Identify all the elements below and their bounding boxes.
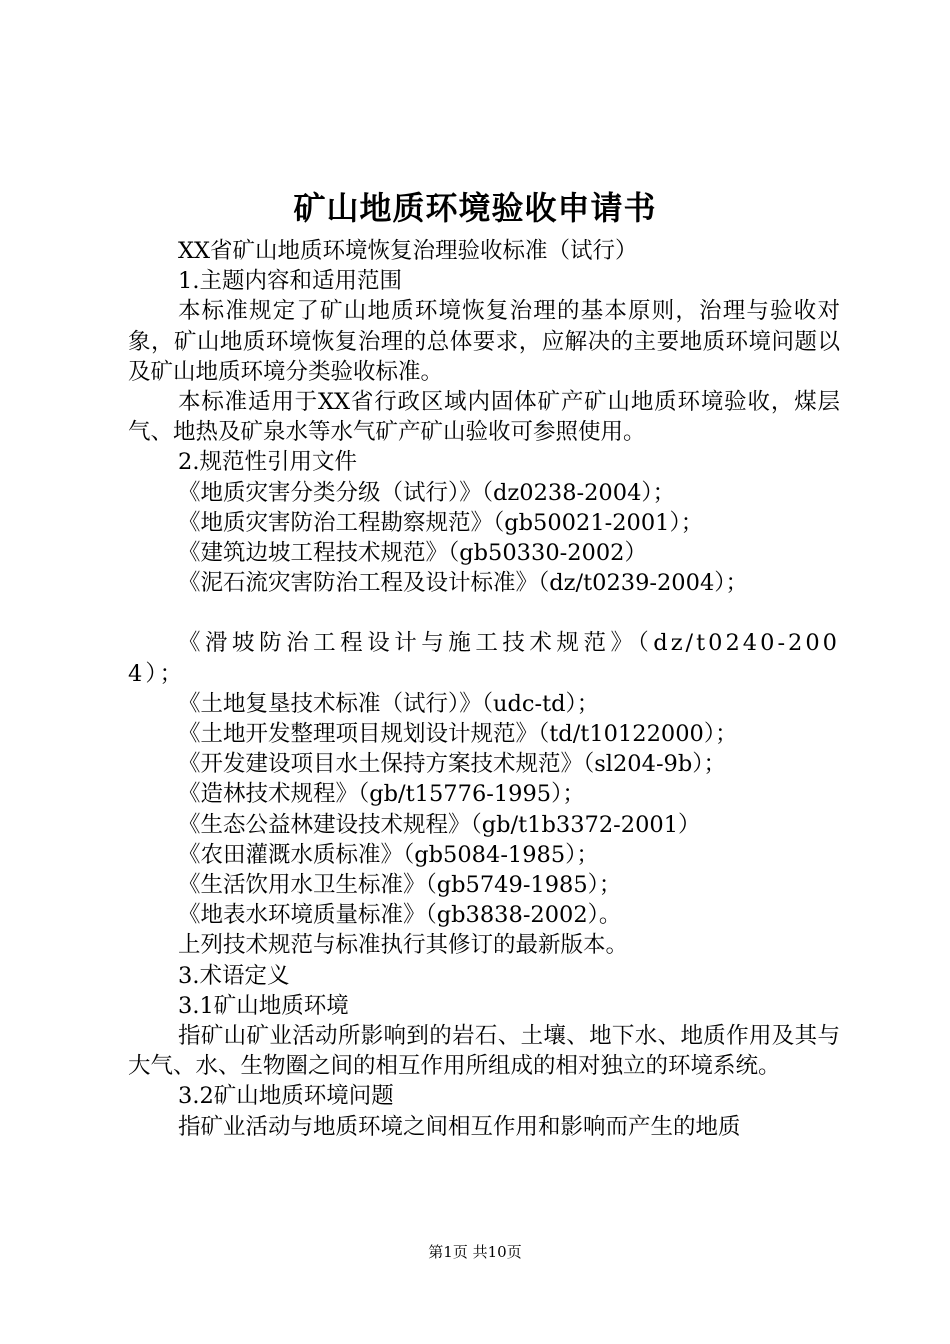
reference-item: 《生态公益林建设技术规程》（gb/t1b3372-2001） xyxy=(178,811,701,838)
reference-item: 《农田灌溉水质标准》（gb5084-1985）； xyxy=(178,841,599,868)
reference-item: 《生活饮用水卫生标准》（gb5749-1985）； xyxy=(178,872,622,899)
subsection-heading-3-1: 3.1矿山地质环境 xyxy=(178,992,349,1019)
subsection-heading-3-2: 3.2矿山地质环境问题 xyxy=(178,1083,394,1110)
reference-item: 《泥石流灾害防治工程及设计标准》（dz/t0239-2004）； xyxy=(178,570,749,597)
reference-item: 《土地复垦技术标准（试行）》（udc-td）； xyxy=(178,690,600,717)
section-heading-1: 1.主题内容和适用范围 xyxy=(178,268,402,295)
reference-item: 《地质灾害分类分级（试行）》（dz0238-2004）； xyxy=(178,479,676,506)
reference-item: 《开发建设项目水土保持方案技术规范》（sl204-9b）； xyxy=(178,751,727,778)
document-title: 矿山地质环境验收申请书 xyxy=(293,189,657,227)
document-body xyxy=(128,236,840,1142)
paragraph-scope-1: 本标准规定了矿山地质环境恢复治理的基本原则，治理与验收对象，矿山地质环境恢复治理的总体要求，应解决的主要地质环境问题以及矿山地质环境分类验收标准。 xyxy=(128,298,840,385)
reference-item: 《滑坡防治工程设计与施工技术规范》（dz/t0240-2004）； xyxy=(128,630,840,687)
reference-item: 《造林技术规程》（gb/t15776-1995）； xyxy=(178,781,585,808)
paragraph-standard-name: XX省矿山地质环境恢复治理验收标准（试行） xyxy=(178,238,638,264)
section-heading-2: 2.规范性引用文件 xyxy=(178,449,357,476)
reference-item: 《地质灾害防治工程勘察规范》（gb50021-2001）； xyxy=(178,509,704,536)
section-heading-3: 3.术语定义 xyxy=(178,962,290,989)
page-number: 第1页 共10页 xyxy=(428,1243,522,1261)
paragraph-reference-note: 上列技术规范与标准执行其修订的最新版本。 xyxy=(178,932,629,959)
paragraph-scope-2: 本标准适用于XX省行政区域内固体矿产矿山地质环境验收，煤层气、地热及矿泉水等水气矿产矿山验收可参照使用。 xyxy=(128,389,840,446)
paragraph-definition-3-2: 指矿业活动与地质环境之间相互作用和影响而产生的地质 xyxy=(178,1113,741,1140)
reference-item: 《土地开发整理项目规划设计规范》（td/t10122000）； xyxy=(178,721,738,748)
reference-item: 《建筑边坡工程技术规范》（gb50330-2002） xyxy=(178,540,647,567)
reference-item: 《地表水环境质量标准》（gb3838-2002）。 xyxy=(178,902,622,929)
paragraph-definition-3-1: 指矿山矿业活动所影响到的岩石、土壤、地下水、地质作用及其与大气、水、生物圈之间的相互作用所组成的相对独立的环境系统。 xyxy=(128,1023,840,1080)
